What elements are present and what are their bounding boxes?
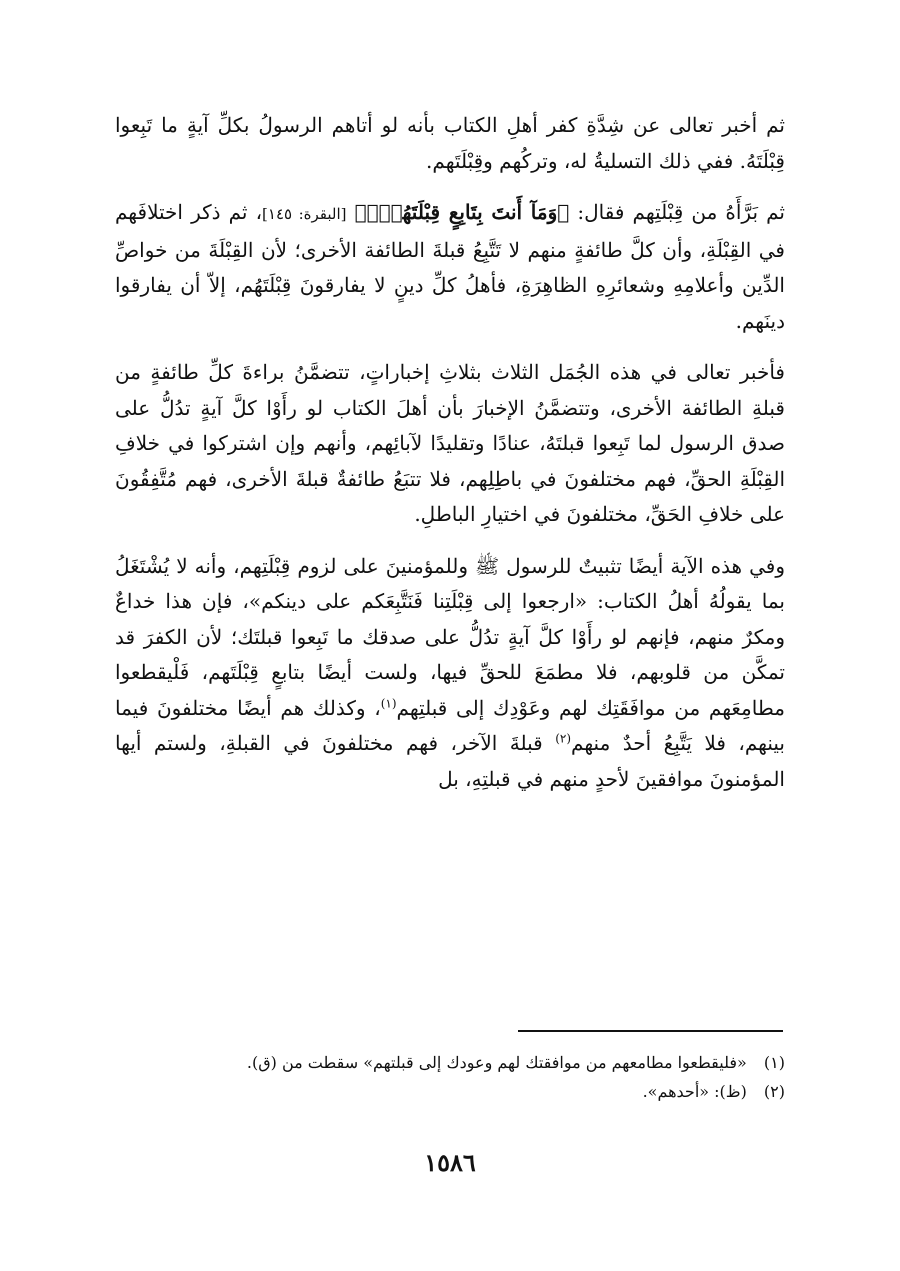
footnotes [115, 1048, 785, 1106]
quran-verse: ﴿وَمَآ أَنتَ بِتَابِعٍ قِبْلَتَهُمْۚ﴾ [354, 200, 570, 224]
footnote-1-text: «فليقطعوا مطامعهم من موافقتك لهم وعودك إلى قبلتهم» سقطت من (ق). [246, 1053, 747, 1072]
paragraph-1 [115, 108, 785, 179]
verse-reference: [البقرة: ١٤٥] [262, 205, 347, 223]
paragraph-2-rest: ، ثم ذكر اختلافَهم في القِبْلَةِ، وأن كلَّ طائفةٍ منهم لا تَتَّبِعُ قبلةَ الطائفة الأخرى؛ لأن القِبْلَةَ من خواصِّ الدِّين وأعلامِهِ وشعائرِهِ الظاهِرَةِ، فأهلُ كلِّ دينٍ لا يفارقونَ قِبْلَتَهُم، إلاّ أن يفارقوا دينَهم. [115, 200, 785, 333]
paragraph-4-end: قبلةَ الآخر، فهم مختلفونَ في القبلةِ، ولستم أيها المؤمنونَ موافقينَ لأحدٍ منهم في قبلتِهِ، بل [115, 731, 785, 791]
footnote-1 [115, 1048, 785, 1077]
footnote-1-number: (١) [763, 1053, 785, 1072]
paragraph-3 [115, 355, 785, 533]
footnote-marker-2: (٢) [555, 731, 572, 746]
paragraph-4-start: وفي هذه الآية أيضًا تثبيتٌ للرسول ﷺ وللمؤمنينَ على لزوم قِبْلَتِهم، وأنه لا يُشْتَغَلُ بما يقولُهُ أهلُ الكتاب: «ارجعوا إلى قِبْلَتِنا فَنَتَّبِعَكم على دينكم»، فإن هذا خداعٌ ومكرٌ منهم، فإنهم لو رأَوْا كلَّ آيةٍ تدُلُّ على صدقك ما تَبِعوا قبلتَك؛ لأن الكفرَ قد تمكَّن من قلوبهم، فلا مطمَعَ للحقِّ فيها، ولست أيضًا بتابعٍ قِبْلَتَهم، فَلْيقطعوا مطامِعَهم من موافَقَتِك لهم وعَوْدِك إلى قبلتِهم [115, 553, 785, 720]
paragraph-3-text: فأخبر تعالى في هذه الجُمَل الثلاث بثلاثِ إخباراتٍ، تتضمَّنُ براءةَ كلِّ طائفةٍ من قبلةِ الطائفة الأخرى، وتتضمَّنُ الإخبارَ بأن أهلَ الكتاب لو رأَوْا كلَّ آيةٍ تدُلُّ على صدق الرسول لما تَبِعوا قبلتَهُ، عنادًا وتقليدًا لآبائِهم، وأنهم وإن اشتركوا في خلافِ القِبْلَةِ الحقِّ، فهم مختلفونَ في باطِلِهم، فلا تتبَعُ طائفةٌ قبلةَ الأخرى، فهم مُتَّفِقُونَ على خلافِ الحَقِّ، مختلفونَ في اختيارِ الباطلِ. [115, 360, 785, 526]
footnote-marker-1: (١) [380, 695, 397, 710]
footnote-separator [518, 1030, 783, 1032]
paragraph-4 [115, 549, 785, 798]
paragraph-2-intro: ثم بَرَّأَهُ من قِبْلَتِهم فقال: [577, 200, 786, 224]
footnote-2 [115, 1077, 785, 1106]
main-text [115, 108, 785, 813]
page-number: ١٥٨٦ [424, 1148, 476, 1177]
footnote-2-number: (٢) [763, 1082, 785, 1101]
paragraph-1-text: ثم أخبر تعالى عن شِدَّةِ كفر أهلِ الكتاب بأنه لو أتاهم الرسولُ بكلِّ آيةٍ ما تَبِعوا قِبْلَتَهُ. ففي ذلك التسليةُ له، وتركُهم وقِبْلَتَهم. [115, 113, 785, 173]
paragraph-4-middle: ، وكذلك هم أيضًا مختلفونَ فيما بينهم، فلا يَتَّبِعُ أحدٌ منهم [115, 695, 785, 755]
paragraph-2 [115, 195, 785, 339]
footnote-2-text: (ظ): «أحدهم». [642, 1082, 747, 1101]
